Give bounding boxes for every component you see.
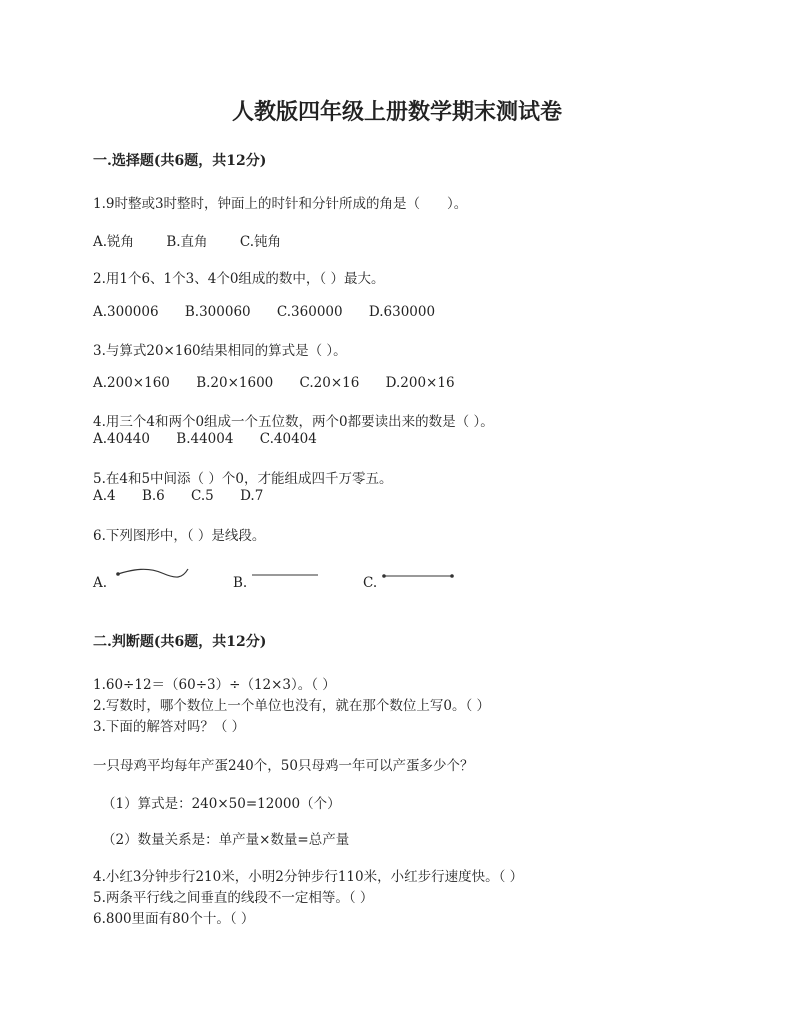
question-5-options xyxy=(93,488,285,504)
option-b: B.6 xyxy=(141,488,165,504)
option-b: B.300060 xyxy=(184,304,251,320)
section2-heading: 二.判断题(共6题，共12分) xyxy=(93,634,267,650)
option-d: D.7 xyxy=(240,488,264,504)
judge-item-3-step1: （1）算式是：240×50=12000（个） xyxy=(102,796,341,812)
option-c: C.20×16 xyxy=(299,375,360,391)
option-d: D.200×16 xyxy=(385,375,455,391)
judge-item-1: 1.60÷12＝（60÷3）÷（12×3）。（ ） xyxy=(93,677,336,693)
line-segment-figure xyxy=(380,571,456,581)
question-1: 1.9时整或3时整时，钟面上的时针和分针所成的角是（ ）。 xyxy=(93,196,468,212)
option-a: A.40440 xyxy=(93,431,150,447)
judge-item-6: 6.800里面有80个十。（ ） xyxy=(93,911,255,927)
question-3-options xyxy=(93,375,477,391)
judge-item-3-step2: （2）数量关系是：单产量×数量=总产量 xyxy=(102,832,350,848)
option-c-label: C. xyxy=(363,575,378,591)
option-d: D.630000 xyxy=(368,304,436,320)
option-c: C.钝角 xyxy=(239,234,281,250)
option-b: B.20×1600 xyxy=(196,375,274,391)
question-6: 6.下列图形中，（ ）是线段。 xyxy=(93,528,266,544)
question-4-options xyxy=(93,431,339,447)
option-a-label: A. xyxy=(93,575,108,591)
question-5: 5.在4和5中间添（ ）个0，才能组成四千万零五。 xyxy=(93,471,393,487)
page-title: 人教版四年级上册数学期末测试卷 xyxy=(231,99,562,125)
judge-item-3-problem: 一只母鸡平均每年产蛋240个，50只母鸡一年可以产蛋多少个？ xyxy=(93,758,474,774)
question-2-options xyxy=(93,304,457,320)
question-4: 4.用三个4和两个0组成一个五位数，两个0都要读出来的数是（ ）。 xyxy=(93,414,494,430)
option-a: A.4 xyxy=(93,488,116,504)
question-3: 3.与算式20×160结果相同的算式是（ ）。 xyxy=(93,343,347,359)
ray-line-figure xyxy=(250,570,320,580)
option-a: A.锐角 xyxy=(93,234,135,250)
option-b: B.44004 xyxy=(176,431,234,447)
question-1-options xyxy=(93,230,309,250)
option-c: C.5 xyxy=(191,488,214,504)
judge-item-4: 4.小红3分钟步行210米，小明2分钟步行110米，小红步行速度快。（ ） xyxy=(93,869,524,885)
option-c: C.40404 xyxy=(259,431,317,447)
option-c: C.360000 xyxy=(276,304,343,320)
judge-item-2: 2.写数时，哪个数位上一个单位也没有，就在那个数位上写0。（ ） xyxy=(93,698,491,714)
option-a: A.300006 xyxy=(93,304,159,320)
option-b: B.直角 xyxy=(166,234,208,250)
section1-heading: 一.选择题(共6题，共12分) xyxy=(93,153,267,169)
wavy-line-figure xyxy=(112,563,192,585)
option-a: A.200×160 xyxy=(93,375,170,391)
option-b-label: B. xyxy=(233,575,248,591)
question-2: 2.用1个6、1个3、4个0组成的数中，（ ）最大。 xyxy=(93,271,385,287)
judge-item-5: 5.两条平行线之间垂直的线段不一定相等。（ ） xyxy=(93,890,374,906)
judge-item-3: 3.下面的解答对吗？（ ） xyxy=(93,719,246,735)
